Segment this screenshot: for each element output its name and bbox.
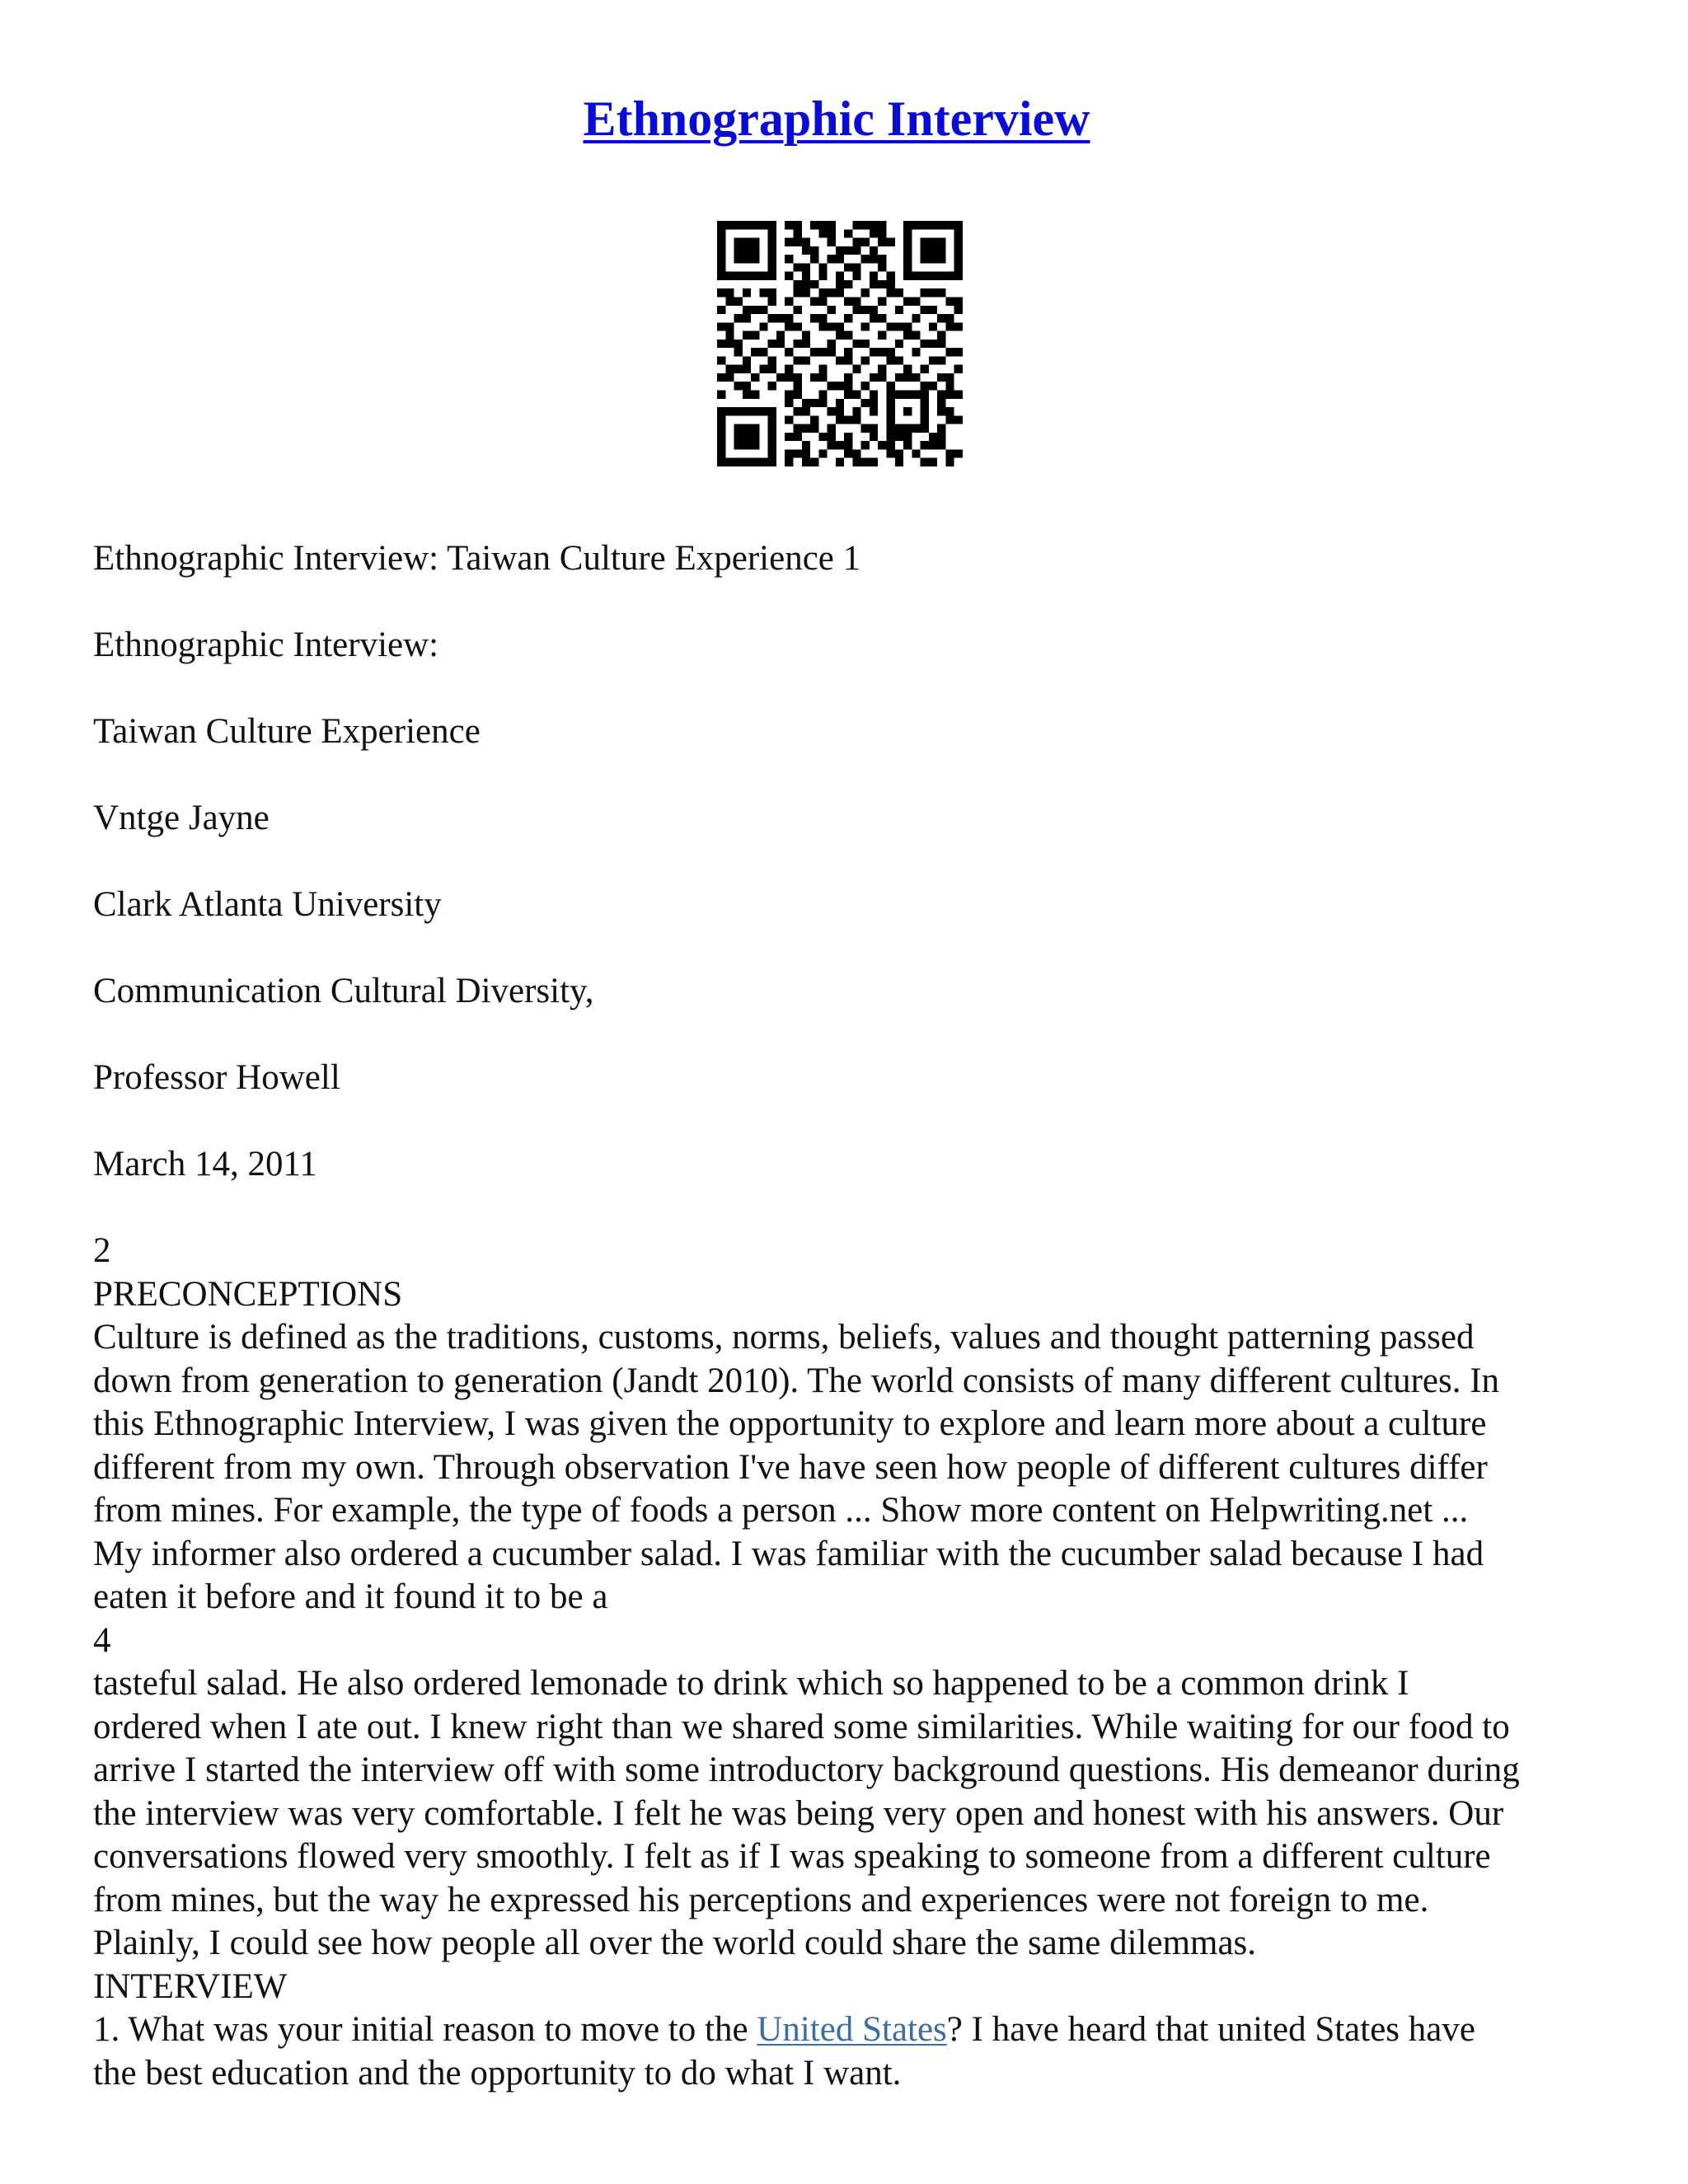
page-number: 2 [93,1231,111,1270]
paragraph-line: arrive I started the interview off with some introductory background questions. His demeanor during [93,1750,1520,1789]
paragraph-line: this Ethnographic Interview, I was given the opportunity to explore and learn more about a culture [93,1404,1487,1443]
paragraph-line: eaten it before and it found it to be a [93,1577,608,1616]
cover-institution: Clark Atlanta University [93,885,442,924]
cover-date: March 14, 2011 [93,1145,317,1183]
paragraph-line: Culture is defined as the traditions, customs, norms, beliefs, values and thought patterning passed [93,1318,1475,1357]
cover-header-line: Ethnographic Interview: Taiwan Culture Experience 1 [93,539,861,578]
document-title [0,89,1673,148]
paragraph-line: tasteful salad. He also ordered lemonade to drink which so happened to be a common drink I [93,1664,1409,1703]
cover-title-line-1: Ethnographic Interview: [93,626,439,664]
paragraph-line: ordered when I ate out. I knew right than we shared some similarities. While waiting for our food to [93,1707,1510,1746]
question-1-prefix: 1. What was your initial reason to move to the [93,2010,757,2049]
section-heading-interview: INTERVIEW [93,1966,288,2006]
question-1-answer: the best education and the opportunity to do what I want. [93,2053,902,2093]
body-text [93,1230,1601,2095]
cover-title-line-2: Taiwan Culture Experience [93,712,481,751]
cover-author: Vntge Jayne [93,799,270,837]
united-states-link[interactable]: United States [757,2010,947,2049]
paragraph-line: from mines. For example, the type of foods a person ... Show more content on Helpwriting.net ... [93,1491,1469,1530]
paragraph-line: from mines, but the way he expressed his perceptions and experiences were not foreign to me. [93,1880,1429,1919]
paragraph-line: My informer also ordered a cucumber salad. I was familiar with the cucumber salad because I had [93,1534,1484,1573]
section-heading-preconceptions: PRECONCEPTIONS [93,1274,403,1314]
question-1 [93,2008,1601,2052]
cover-course: Communication Cultural Diversity, [93,972,594,1010]
cover-instructor: Professor Howell [93,1058,340,1097]
qr-code-icon [717,221,963,466]
document-title-link[interactable]: Ethnographic Interview [583,91,1090,146]
paragraph-line: conversations flowed very smoothly. I felt as if I was speaking to someone from a different culture [93,1837,1491,1876]
paragraph-line: down from generation to generation (Jandt 2010). The world consists of many different cultures. In [93,1361,1500,1400]
paragraph-line: Plainly, I could see how people all over the world could share the same dilemmas. [93,1924,1257,1962]
page-number: 4 [93,1620,111,1660]
paragraph-line: the interview was very comfortable. I felt he was being very open and honest with his answers. Our [93,1793,1504,1833]
paragraph-line: different from my own. Through observation I've have seen how people of different cultures differ [93,1447,1488,1487]
question-1-suffix: ? I have heard that united States have [946,2010,1475,2049]
